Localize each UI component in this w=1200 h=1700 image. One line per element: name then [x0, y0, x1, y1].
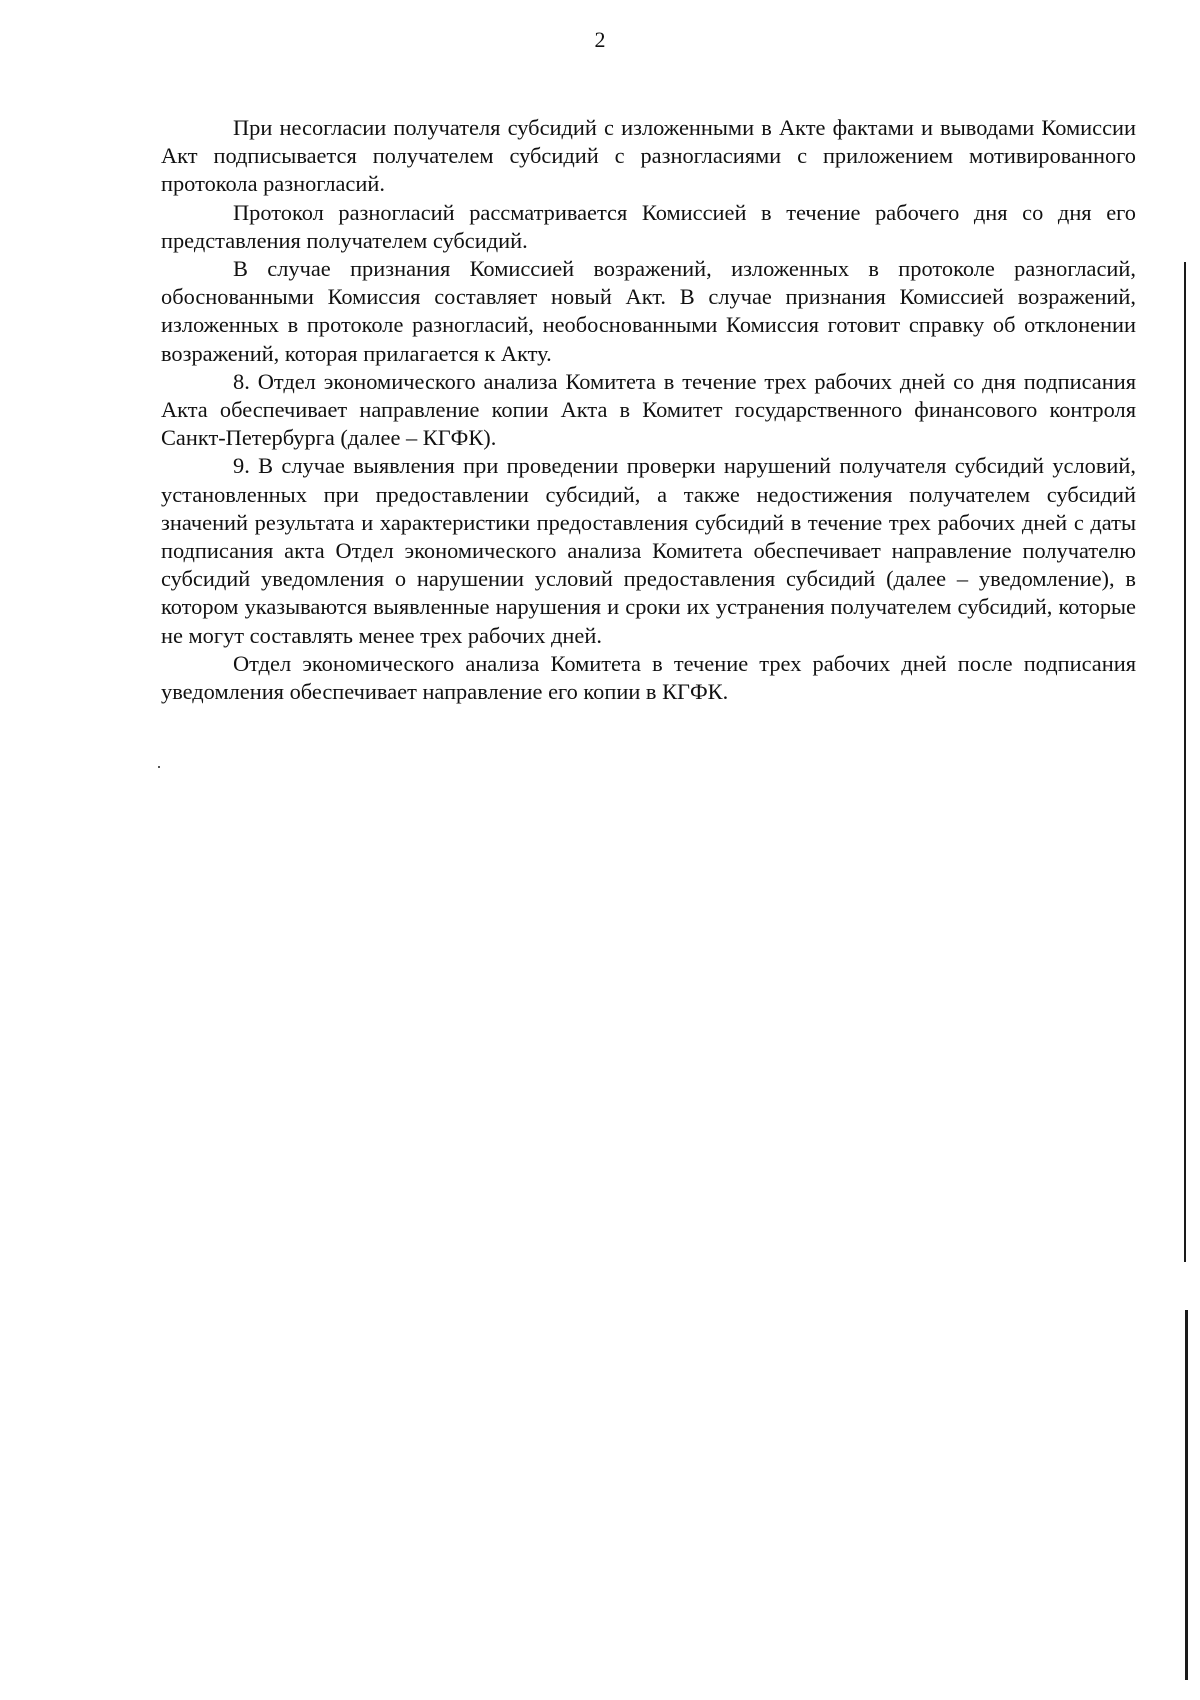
paragraph-notification-copy: Отдел экономического анализа Комитета в течение трех рабочих дней после подписания уведомления обеспечивает направление его копии в КГФК. — [161, 650, 1136, 705]
paragraph-item-8: 8. Отдел экономического анализа Комитета в течение трех рабочих дней со дня подписания Акта обеспечивает направление копии Акта в Комитет государственного финансового контроля Санкт-Петербурга (далее – КГФК). — [161, 368, 1136, 451]
page-number: 2 — [594, 27, 606, 52]
paragraph-disagreement: При несогласии получателя субсидий с изложенными в Акте фактами и выводами Комиссии Акт подписывается получателем субсидий с разногласиями с приложением мотивированного протокола разногласий. — [161, 115, 1136, 197]
scan-speck — [158, 766, 160, 768]
scan-edge-line — [1184, 262, 1186, 1262]
paragraph-objections: В случае признания Комиссией возражений, изложенных в протоколе разногласий, обоснованными Комиссия составляет новый Акт. В случае признания Комиссией возражений, изложенных в протоколе разногласий, необоснованными Комиссия готовит справку об отклонении возражений, которая прилагается к Акту. — [161, 256, 1136, 366]
scan-edge-line — [1185, 1310, 1188, 1680]
document-body — [161, 114, 1136, 706]
paragraph-item-9: 9. В случае выявления при проведении проверки нарушений получателя субсидий условий, установленных при предоставлении субсидий, а также недостижения получателем субсидий значений результата и характеристики предоставления субсидий в течение трех рабочих дней с даты подписания акта Отдел экономического анализа Комитета обеспечивает направление получателю субсидий уведомления о нарушении условий предоставления субсидий (далее – уведомление), в котором указываются выявленные нарушения и сроки их устранения получателем субсидий, которые не могут составлять менее трех рабочих дней. — [161, 453, 1136, 648]
paragraph-protocol-review: Протокол разногласий рассматривается Комиссией в течение рабочего дня со дня его представления получателем субсидий. — [161, 199, 1136, 253]
